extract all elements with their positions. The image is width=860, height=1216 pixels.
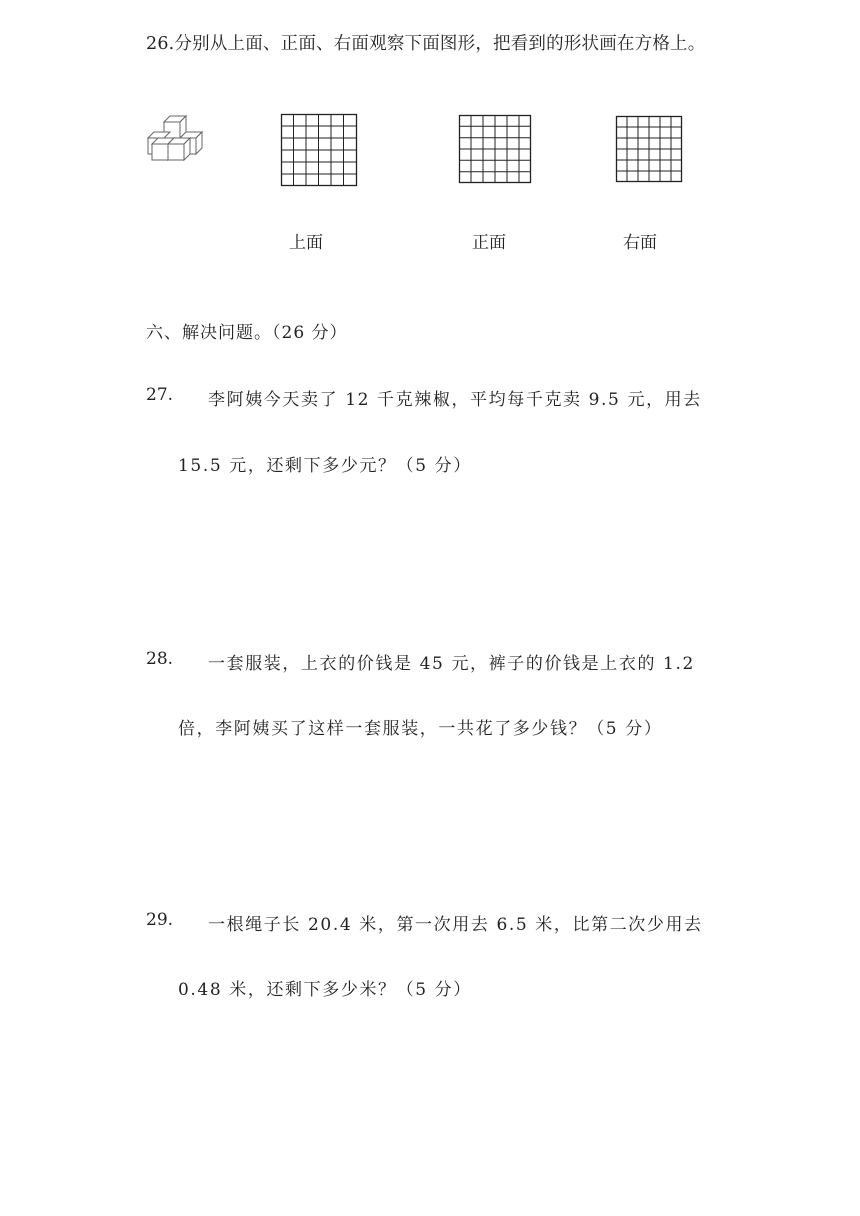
label-right-view: 右面: [623, 233, 657, 253]
section-six-heading: 六、解决问题。（26 分）: [146, 323, 348, 343]
grid-right-view[interactable]: [616, 116, 682, 182]
grid-front-view[interactable]: [459, 115, 531, 183]
question-29-number: 29.: [146, 910, 174, 930]
grid-top-view[interactable]: [281, 114, 357, 186]
question-28-line1: 一套服装，上衣的价钱是 45 元，裤子的价钱是上衣的 1.2: [208, 654, 695, 674]
label-top-view: 上面: [289, 233, 323, 253]
question-27-number: 27.: [146, 385, 174, 405]
question-27-line1: 李阿姨今天卖了 12 千克辣椒，平均每千克卖 9.5 元，用去: [208, 390, 702, 410]
question-28-number: 28.: [146, 649, 174, 669]
question-28-line2: 倍，李阿姨买了这样一套服装，一共花了多少钱？（5 分）: [178, 719, 663, 739]
question-27-line2: 15.5 元，还剩下多少元？（5 分）: [178, 456, 472, 476]
question-29-line1: 一根绳子长 20.4 米，第一次用去 6.5 米，比第二次少用去: [208, 915, 703, 935]
question-26-text: 26.分别从上面、正面、右面观察下面图形，把看到的形状画在方格上。: [146, 34, 706, 54]
cube-stack-figure: [138, 108, 218, 178]
question-29-line2: 0.48 米，还剩下多少米？（5 分）: [178, 980, 472, 1000]
label-front-view: 正面: [472, 233, 506, 253]
